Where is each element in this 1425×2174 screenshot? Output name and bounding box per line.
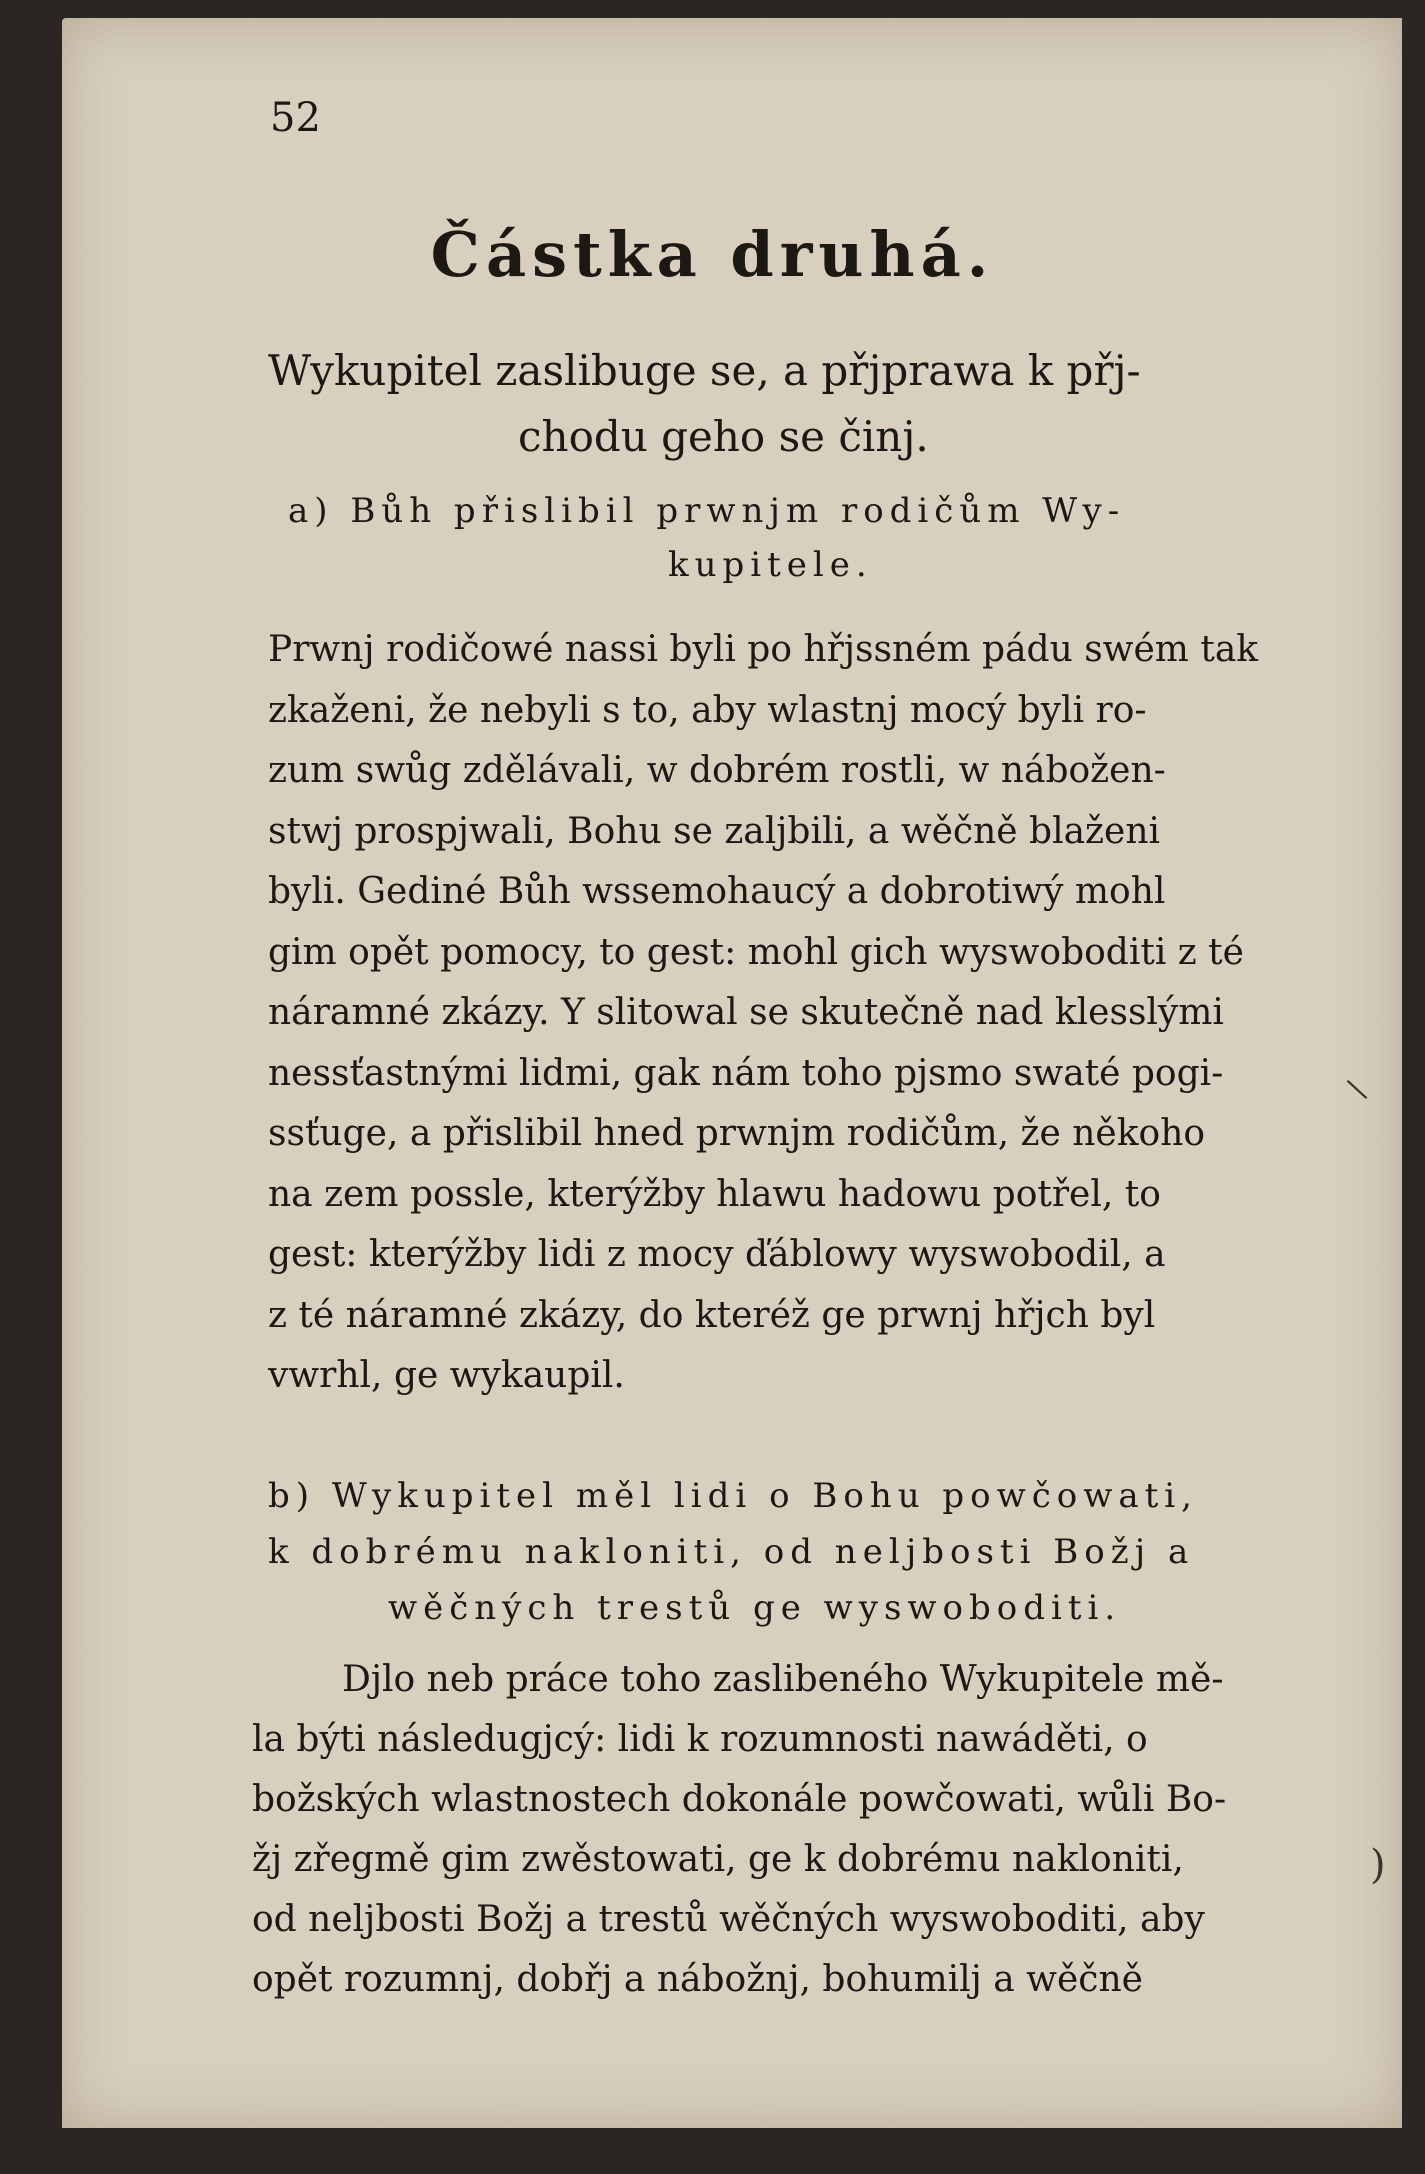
headline-line: chodu geho se činj. — [518, 412, 929, 461]
paragraph-line: opět rozumnj, dobřj a nábožnj, bohumilj a wěčně — [252, 1959, 1143, 2000]
subheading-a — [288, 484, 1228, 592]
paragraph-line: Prwnj rodičowé nassi byli po hřjssném pádu swém tak — [268, 629, 1259, 670]
subheading-b — [268, 1468, 1248, 1636]
paragraph-line: zkaženi, že nebyli s to, aby wlastnj mocý byli ro- — [268, 689, 1147, 731]
paragraph-line: stwj prospjwali, Bohu se zaljbili, a wěčně blaženi — [268, 810, 1161, 852]
paragraph-line: zum swůg zdělávali, w dobrém rostli, w nábožen- — [268, 750, 1166, 791]
paragraph-line: byli. Gediné Bůh wssemohaucý a dobrotiwý mohl — [268, 871, 1166, 912]
paragraph-line: la býti následugjcý: lidi k rozumnosti nawáděti, o — [252, 1719, 1148, 1760]
paragraph-line: z té náramné zkázy, do kteréž ge prwnj hřjch byl — [268, 1294, 1156, 1336]
margin-bracket-mark: ) — [1370, 1842, 1386, 1888]
paragraph-line: na zem possle, kterýžby hlawu hadowu potřel, to — [268, 1173, 1161, 1215]
paragraph-line: vwrhl, ge wykaupil. — [268, 1355, 625, 1396]
margin-pencil-mark: \ — [1343, 1071, 1371, 1108]
paragraph-line: Djlo neb práce toho zaslibeného Wykupitele mě- — [342, 1659, 1224, 1700]
paragraph-line: gim opět pomocy, to gest: mohl gich wyswoboditi z té — [268, 931, 1244, 973]
paragraph-line: božských wlastnostech dokonále powčowati, wůli Bo- — [252, 1779, 1227, 1820]
subheading-line: a) Bůh přislibil prwnjm rodičům Wy- — [288, 491, 1126, 531]
chapter-headline — [268, 338, 1228, 470]
headline-line: Wykupitel zaslibuge se, a přjprawa k přj- — [268, 346, 1141, 395]
subheading-line: b) Wykupitel měl lidi o Bohu powčowati, — [268, 1476, 1198, 1516]
subheading-line: kupitele. — [668, 545, 873, 585]
page-number: 52 — [270, 95, 321, 141]
paragraph-line: gest: kterýžby lidi z mocy ďáblowy wyswobodil, a — [268, 1234, 1166, 1275]
paragraph-line: žj zřegmě gim zwěstowati, ge k dobrému nakloniti, — [252, 1839, 1184, 1880]
paragraph-line: od neljbosti Božj a trestů wěčných wyswoboditi, aby — [252, 1899, 1205, 1940]
paragraph-line: nessťastnými lidmi, gak nám toho pjsmo swaté pogi- — [268, 1052, 1224, 1094]
subheading-line: k dobrému nakloniti, od neljbosti Božj a — [268, 1532, 1195, 1572]
paragraph-2 — [252, 1650, 1252, 2010]
subheading-line: wěčných trestů ge wyswoboditi. — [388, 1588, 1122, 1628]
section-title: Částka druhá. — [430, 218, 995, 291]
paragraph-1 — [268, 620, 1259, 1407]
paragraph-line: ssťuge, a přislibil hned prwnjm rodičům, že někoho — [268, 1113, 1206, 1154]
paragraph-line: náramné zkázy. Y slitowal se skutečně nad klesslými — [268, 992, 1224, 1033]
